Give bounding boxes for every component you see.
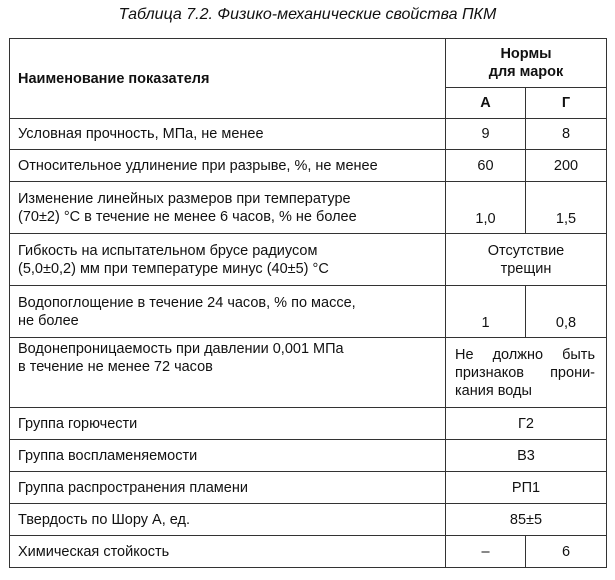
row-name — [10, 234, 446, 286]
row-value-a: 1,0 — [446, 182, 526, 234]
table-row — [10, 150, 607, 182]
row-value-merged: РП1 — [446, 472, 607, 504]
row-name: Группа горючести — [10, 408, 446, 440]
merged-line1: Не должно быть — [455, 346, 596, 363]
table-row — [10, 408, 607, 440]
row-value-g: 8 — [526, 119, 607, 150]
row-name-line1: Изменение линейных размеров при температуре — [18, 190, 351, 207]
row-value-merged — [446, 234, 607, 286]
merged-line2: признаков прони- — [455, 364, 596, 381]
table-row — [10, 472, 607, 504]
table-row — [10, 536, 607, 568]
row-name: Химическая стойкость — [10, 536, 446, 568]
table-row — [10, 440, 607, 472]
row-value-g: 0,8 — [526, 286, 607, 338]
row-name-line2: (5,0±0,2) мм при температуре минус (40±5) °С — [18, 260, 329, 277]
merged-line1: Отсутствие — [487, 242, 565, 259]
row-value-g: 1,5 — [526, 182, 607, 234]
header-norms-line2: для марок — [488, 64, 564, 80]
header-grade-a: А — [446, 88, 526, 119]
row-value-a: – — [446, 536, 526, 568]
row-name-line2: не более — [18, 312, 79, 329]
row-value-a: 60 — [446, 150, 526, 182]
row-name — [10, 286, 446, 338]
row-name-line1: Водонепроницаемость при давлении 0,001 МПа — [18, 341, 344, 357]
table-caption: Таблица 7.2. Физико-механические свойства ПКМ — [118, 6, 497, 23]
table-row — [10, 338, 607, 408]
table-row — [10, 504, 607, 536]
table-row — [10, 286, 607, 338]
row-value-merged — [446, 338, 607, 408]
row-name — [10, 182, 446, 234]
merged-line3: кания воды — [455, 382, 532, 399]
row-value-a: 9 — [446, 119, 526, 150]
header-norms — [446, 39, 607, 88]
row-name: Твердость по Шору А, ед. — [10, 504, 446, 536]
header-indicator-name: Наименование показателя — [10, 39, 446, 119]
row-name: Относительное удлинение при разрыве, %, не менее — [10, 150, 446, 182]
row-name-line1: Гибкость на испытательном брусе радиусом — [18, 242, 318, 259]
table-row — [10, 182, 607, 234]
row-name-line2: (70±2) °С в течение не менее 6 часов, % не более — [18, 208, 357, 225]
table-row — [10, 234, 607, 286]
properties-table — [9, 38, 607, 568]
header-norms-line1: Нормы — [500, 46, 552, 62]
row-name-line2: в течение не менее 72 часов — [18, 359, 213, 375]
row-value-g: 6 — [526, 536, 607, 568]
row-value-merged: 85±5 — [446, 504, 607, 536]
row-name: Условная прочность, МПа, не менее — [10, 119, 446, 150]
table-row — [10, 119, 607, 150]
header-grade-g: Г — [526, 88, 607, 119]
row-name — [10, 338, 446, 408]
row-value-g: 200 — [526, 150, 607, 182]
row-value-merged: Г2 — [446, 408, 607, 440]
table-header-row — [10, 39, 607, 88]
row-value-a: 1 — [446, 286, 526, 338]
row-name: Группа распространения пламени — [10, 472, 446, 504]
row-value-merged: В3 — [446, 440, 607, 472]
merged-line2: трещин — [500, 260, 552, 277]
row-name-line1: Водопоглощение в течение 24 часов, % по массе, — [18, 294, 356, 311]
row-name: Группа воспламеняемости — [10, 440, 446, 472]
